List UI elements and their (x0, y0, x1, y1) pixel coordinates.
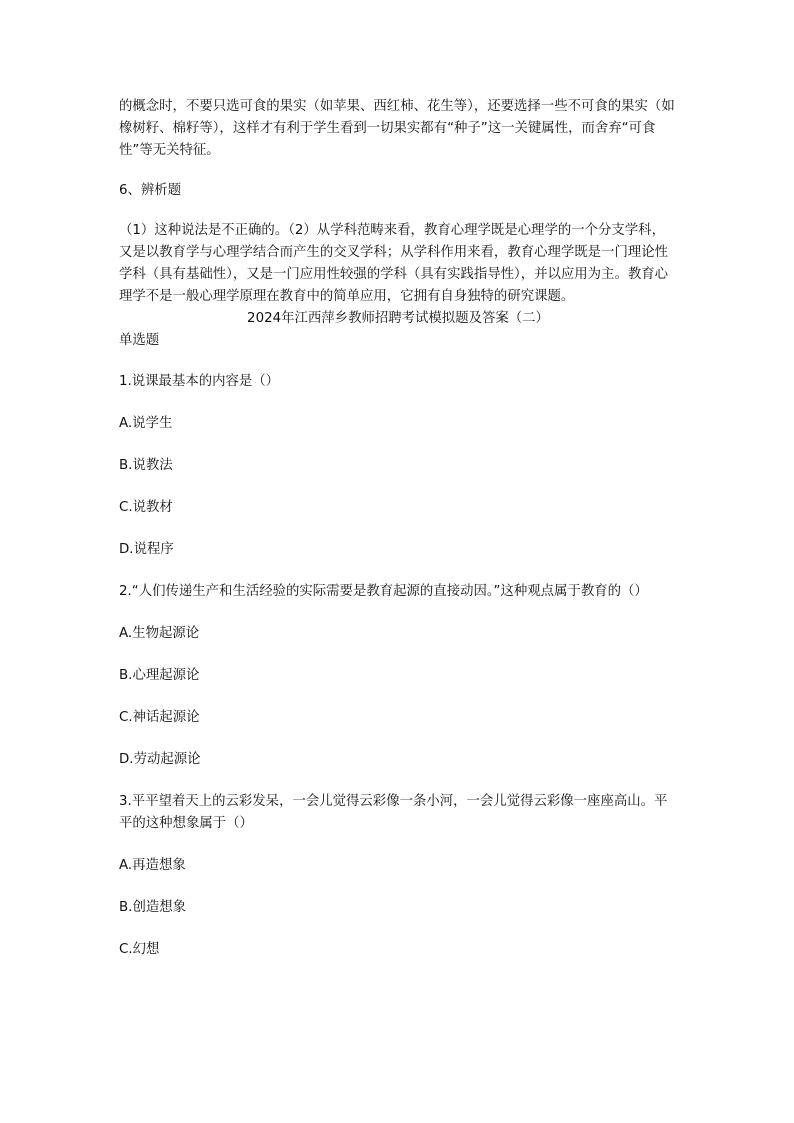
question-3-option-b: B.创造想象 (119, 900, 187, 915)
question-2-option-a: A.生物起源论 (119, 626, 200, 641)
question-1-option-d: D.说程序 (119, 542, 174, 557)
previous-answer-paragraph: 的概念时，不要只选可食的果实（如苹果、西红柿、花生等），还要选择一些不可食的果实（如橡树籽、棉籽等），这样才有利于学生看到一切果实都有“种子”这一关键属性，而舍弃“可食性”等无关特征。 (119, 99, 675, 158)
question-1-option-c: C.说教材 (119, 500, 173, 515)
document-title: 2024年江西萍乡教师招聘考试模拟题及答案（二） (247, 311, 549, 326)
question-1-text: 1.说课最基本的内容是（） (119, 374, 280, 389)
question-2-option-d: D.劳动起源论 (119, 752, 201, 767)
section-6-title: 6、辨析题 (119, 183, 182, 198)
question-2-text: 2.“人们传递生产和生活经验的实际需要是教育起源的直接动因。”这种观点属于教育的（） (119, 584, 648, 599)
question-1-option-b: B.说教法 (119, 458, 173, 473)
section-6-answer: （1）这种说法是不正确的。（2）从学科范畴来看，教育心理学既是心理学的一个分支学科，又是以教育学与心理学结合而产生的交叉学科；从学科作用来看，教育心理学既是一门理论性学科（具有基础性），又是一门应用性较强的学科（具有实践指导性），并以应用为主。教育心理学不是一般心理学原理在教育中的简单应用，它拥有自身独特的研究课题。 (119, 223, 669, 304)
question-3-option-c: C.幻想 (119, 942, 160, 957)
question-2-option-b: B.心理起源论 (119, 668, 200, 683)
question-2-option-c: C.神话起源论 (119, 710, 200, 725)
question-3-text: 3.平平望着天上的云彩发呆，一会儿觉得云彩像一条小河，一会儿觉得云彩像一座座高山。平平的这种想象属于（） (119, 794, 668, 831)
question-1-option-a: A.说学生 (119, 416, 173, 431)
question-3-option-a: A.再造想象 (119, 858, 186, 873)
question-type-label: 单选题 (119, 333, 160, 348)
document-content (119, 96, 677, 981)
